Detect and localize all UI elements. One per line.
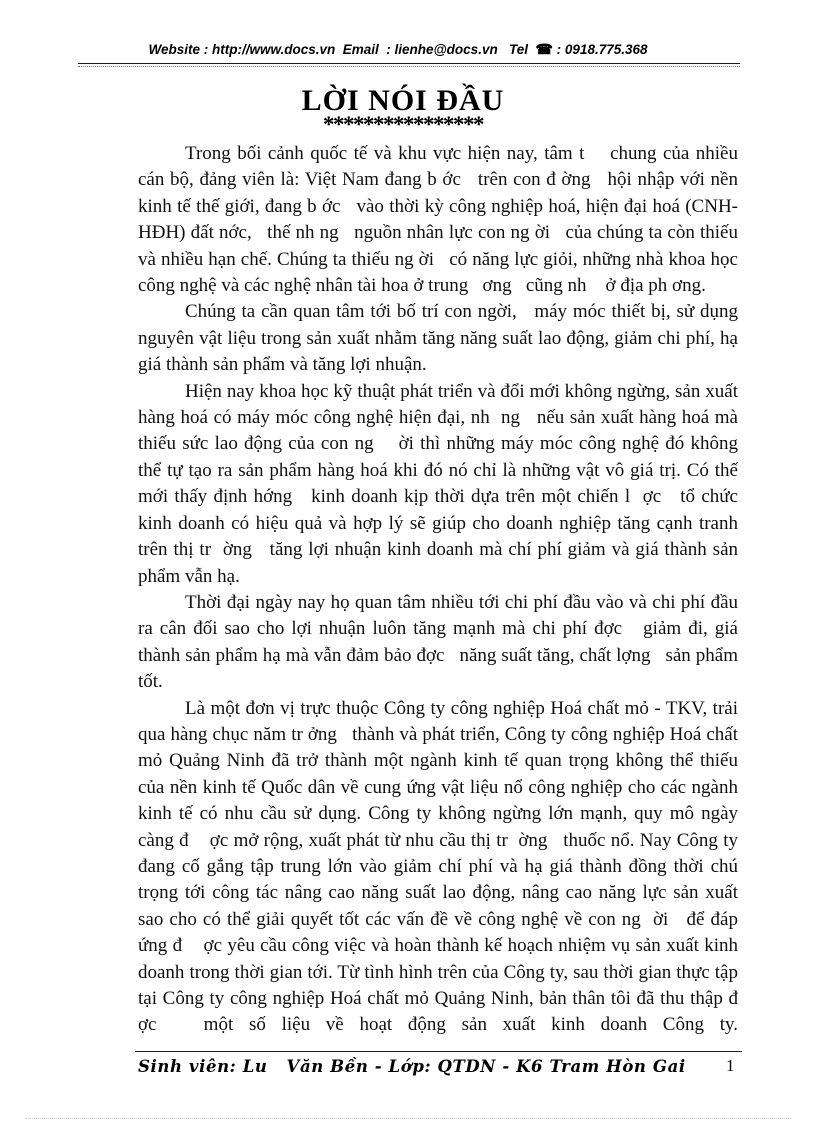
paragraph: Hiện nay khoa học kỹ thuật phát triển và đổi mới không ngừng, sản xuất hàng hoá có máy móc công nghệ hiện đại, nh ng nếu sản xuất hàng hoá mà thiếu sức lao động của con ng ời thì những máy móc công nghệ đó không thể tự tạo ra sản phẩm hàng hoá khi đó nó chỉ là những vật vô giá trị. Có thế mới thấy định hớng kinh doanh kịp thời dựa trên một chiến l ợc tổ chức kinh doanh có hiệu quả và hợp lý sẽ giúp cho doanh nghiệp tăng cạnh tranh trên thị tr ờng tăng lợi nhuận kinh doanh mà chí phí giảm và giá thành sản phẩm vẫn hạ. [138,380,743,587]
document-body [138,141,743,1039]
paragraph: Là một đơn vị trực thuộc Công ty công nghiệp Hoá chất mỏ - TKV, trải qua hàng chục năm tr ởng thành và phát triển, Công ty công nghiệp Hoá chất mỏ Quảng Ninh đã trở thành một ngành kinh tế quan trọng không thể thiếu của nền kinh tế Quốc dân về cung ứng vật liệu nổ công nghiệp cho các ngành kinh tế có nhu cầu sử dụng. Công ty không ngừng lớn mạnh, quy mô ngày càng đ ợc mở rộng, xuất phát từ nhu cầu thị tr ờng thuốc nổ. Nay Công ty đang cố gắng tập trung lớn vào giảm chí phí và hạ giá thành đồng thời chú trọng tới công tác nâng cao năng suất lao động, nâng cao năng lực sản xuất sao cho có thể giải quyết tốt các vấn đề về công nghệ về con ng ời để đáp ứng đ ợc yêu cầu công việc và hoàn thành kế hoạch nhiệm vụ sản xuất kinh doanh trong thời gian tới. Từ tình hình trên của Công ty, sau thời gian thực tập tại Công ty công nghiệp Hoá chất mỏ Quảng Ninh, bản thân tôi đã thu thập đ ợc một số liệu về hoạt động sản xuất kinh doanh Công ty. [138,697,743,1036]
page-title: LỜI NÓI ĐẦU [301,84,505,117]
phone-icon: ☎ [535,41,553,57]
page-bottom-boundary [25,1118,791,1119]
title-block [0,84,806,137]
page-header [0,41,796,58]
title-ornament: **************** [323,112,483,137]
footer-divider [135,1051,742,1052]
paragraph: Trong bối cảnh quốc tế và khu vực hiện nay, tâm t chung của nhiều cán bộ, đảng viên là: Việt Nam đang b ớc trên con đ ờng hội nhập với nền kinh tế thế giới, đang b ớc vào thời kỳ công nghiệp hoá, hiện đại hoá (CNH-HĐH) đất nớc, thế nh ng nguồn nhân lực con ng ời của chúng ta còn thiếu và nhiều hạn chế. Chúng ta thiếu ng ời có năng lực giỏi, những nhà khoa học công nghệ và các nghệ nhân tài hoa ở trung ơng cũng nh ở địa ph ơng. [138,143,743,297]
page-number: 1 [726,1056,735,1075]
header-phone-number: : 0918.775.368 [552,42,648,57]
paragraph: Thời đại ngày nay họ quan tâm nhiều tới chi phí đầu vào và chi phí đầu ra cân đối sao cho lợi nhuận luôn tăng mạnh mà chi phí đợc giảm đi, giá thành sản phẩm hạ mà vẫn đảm bảo đợc năng suất tăng, chất lợng sản phẩm tốt. [138,591,743,693]
header-divider [78,63,740,67]
paragraph: Chúng ta cần quan tâm tới bố trí con ngời, máy móc thiết bị, sử dụng nguyên vật liệu trong sản xuất nhằm tăng năng suất lao động, giảm chi phí, hạ giá thành sản phẩm và tăng lợi nhuận. [138,301,743,376]
header-contact-text: Website : http://www.docs.vn Email : lienhe@docs.vn Tel [148,42,536,57]
footer-student-info: Sinh viên: Lu Văn Bền - Lớp: QTDN - K6 Tram Hòn Gai [138,1057,686,1076]
